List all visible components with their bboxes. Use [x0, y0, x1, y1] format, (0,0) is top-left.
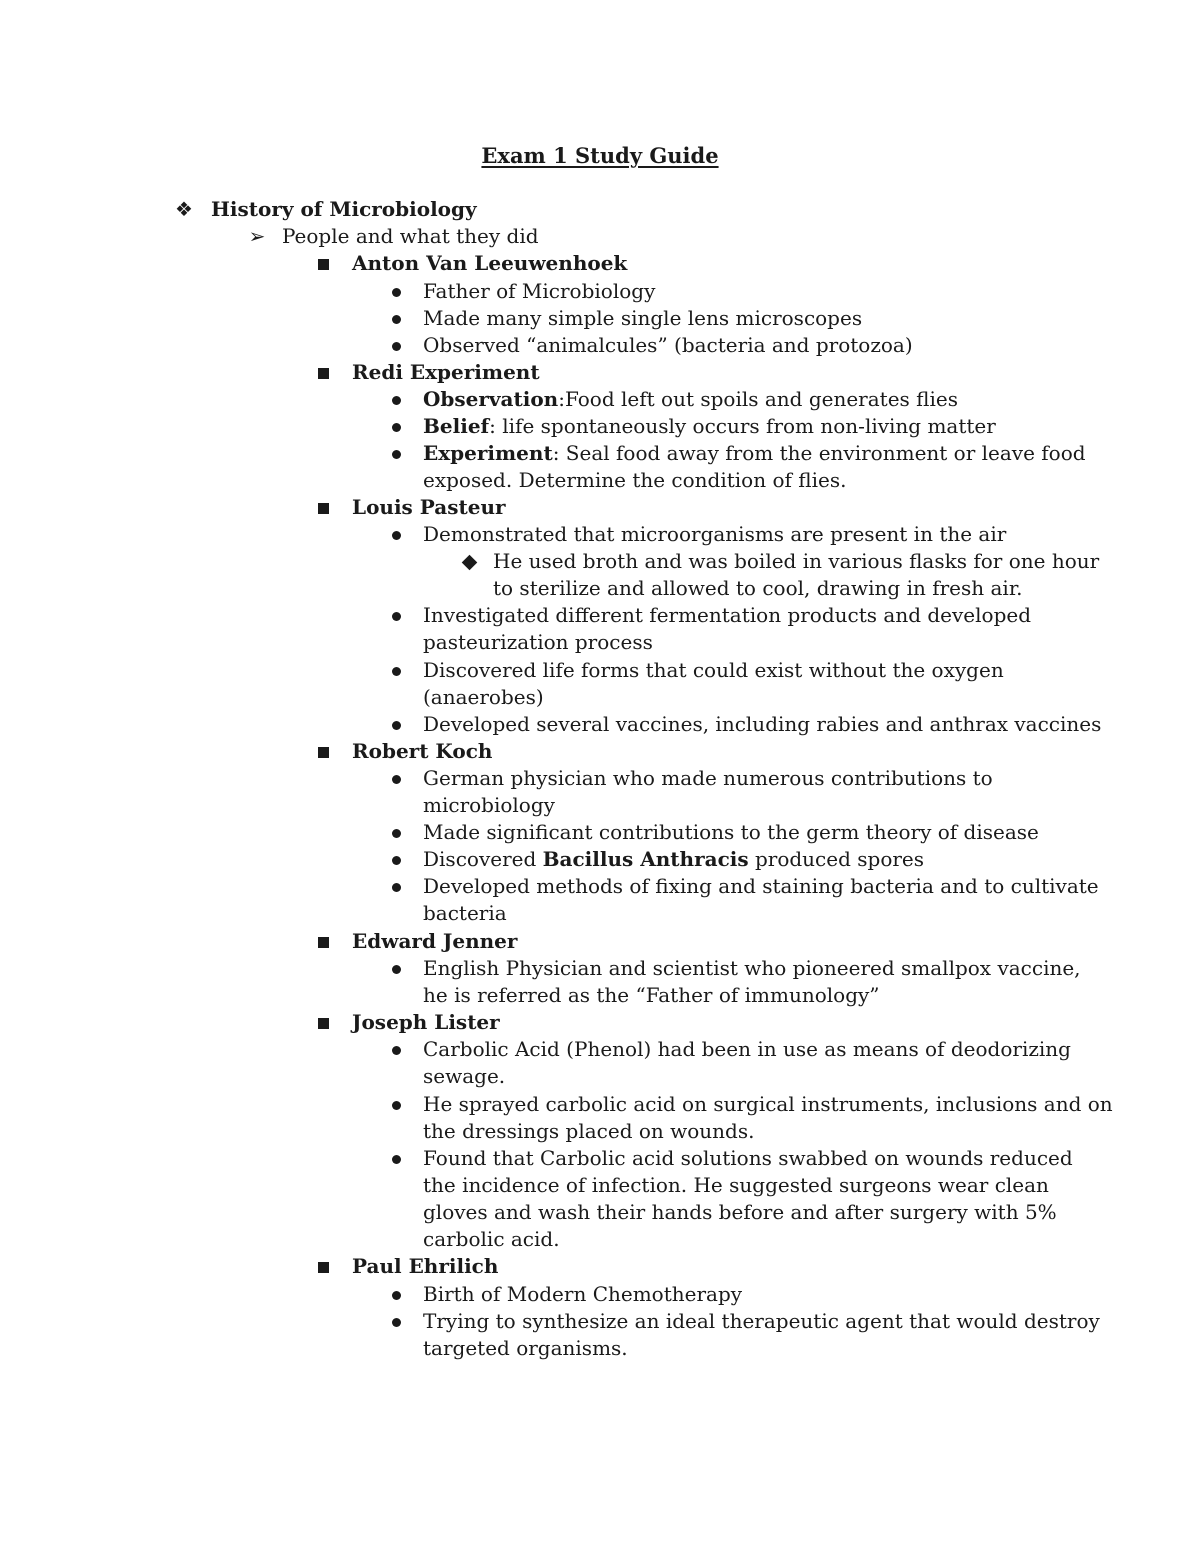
- observation-label: Observation: [423, 387, 559, 411]
- round-bullet-icon: [392, 883, 401, 892]
- list-item-continuation: the dressings placed on wounds.: [423, 1119, 755, 1143]
- list-item-continuation: pasteurization process: [423, 630, 653, 654]
- round-bullet-icon: [392, 829, 401, 838]
- experiment-label: Experiment: [423, 441, 553, 465]
- arrow-bullet-icon: ➢: [248, 224, 266, 248]
- list-item-continuation: exposed. Determine the condition of flies.: [423, 468, 847, 492]
- round-bullet-icon: [392, 965, 401, 974]
- square-bullet-icon: [318, 1018, 329, 1029]
- round-bullet-icon: [392, 1155, 401, 1164]
- round-bullet-icon: [392, 531, 401, 540]
- list-item: He sprayed carbolic acid on surgical instruments, inclusions and on: [423, 1092, 1113, 1116]
- list-item: Made significant contributions to the germ theory of disease: [423, 820, 1039, 844]
- list-item-continuation: targeted organisms.: [423, 1336, 628, 1360]
- list-item-continuation: (anaerobes): [423, 685, 544, 709]
- round-bullet-icon: [392, 1046, 401, 1055]
- bold-term: Bacillus Anthracis: [542, 847, 749, 871]
- round-bullet-icon: [392, 612, 401, 621]
- observation-text: :Food left out spoils and generates flies: [558, 387, 958, 411]
- list-item: Found that Carbolic acid solutions swabbed on wounds reduced: [423, 1146, 1073, 1170]
- text-segment: Discovered: [423, 847, 543, 871]
- subheading: People and what they did: [282, 224, 539, 248]
- list-item: Observed “animalcules” (bacteria and protozoa): [423, 333, 913, 357]
- belief-label: Belief: [423, 414, 490, 438]
- list-item: Developed methods of fixing and staining bacteria and to cultivate: [423, 874, 1099, 898]
- person-name: Paul Ehrilich: [352, 1254, 499, 1278]
- list-item: Developed several vaccines, including rabies and anthrax vaccines: [423, 712, 1102, 736]
- list-item: Birth of Modern Chemotherapy: [423, 1282, 743, 1306]
- list-item-continuation: the incidence of infection. He suggested surgeons wear clean: [423, 1173, 1049, 1197]
- text-segment: produced spores: [748, 847, 925, 871]
- list-item-continuation: sewage.: [423, 1064, 506, 1088]
- list-item-continuation: gloves and wash their hands before and after surgery with 5%: [423, 1200, 1057, 1224]
- list-item: [423, 386, 958, 413]
- square-bullet-icon: [318, 747, 329, 758]
- section-heading: History of Microbiology: [211, 197, 477, 221]
- list-item: Trying to synthesize an ideal therapeutic agent that would destroy: [423, 1309, 1100, 1333]
- round-bullet-icon: [392, 1318, 401, 1327]
- round-bullet-icon: [392, 396, 401, 405]
- round-bullet-icon: [392, 856, 401, 865]
- list-item: Investigated different fermentation products and developed: [423, 603, 1032, 627]
- round-bullet-icon: [392, 288, 401, 297]
- list-item: [423, 846, 924, 873]
- square-bullet-icon: [318, 368, 329, 379]
- square-bullet-icon: [318, 259, 329, 270]
- round-bullet-icon: [392, 315, 401, 324]
- belief-text: : life spontaneously occurs from non-living matter: [489, 414, 996, 438]
- square-bullet-icon: [318, 1262, 329, 1273]
- person-name: Edward Jenner: [352, 929, 518, 953]
- round-bullet-icon: [392, 450, 401, 459]
- list-item: Father of Microbiology: [423, 279, 656, 303]
- round-bullet-icon: [392, 1101, 401, 1110]
- person-name: Robert Koch: [352, 739, 493, 763]
- list-item: Discovered life forms that could exist without the oxygen: [423, 658, 1004, 682]
- round-bullet-icon: [392, 721, 401, 730]
- square-bullet-icon: [318, 503, 329, 514]
- list-item-continuation: bacteria: [423, 901, 507, 925]
- person-name: Joseph Lister: [352, 1010, 500, 1034]
- list-item-continuation: microbiology: [423, 793, 555, 817]
- person-name: Anton Van Leeuwenhoek: [352, 251, 628, 275]
- person-name: Redi Experiment: [352, 360, 540, 384]
- experiment-text: : Seal food away from the environment or leave food: [552, 441, 1086, 465]
- list-item: English Physician and scientist who pioneered smallpox vaccine,: [423, 956, 1081, 980]
- round-bullet-icon: [392, 667, 401, 676]
- page-title: Exam 1 Study Guide: [481, 143, 719, 168]
- diamond-bullet-icon: [462, 555, 478, 571]
- list-item: German physician who made numerous contributions to: [423, 766, 993, 790]
- round-bullet-icon: [392, 342, 401, 351]
- list-item: [423, 413, 996, 440]
- person-name: Louis Pasteur: [352, 495, 506, 519]
- list-item-continuation: carbolic acid.: [423, 1227, 560, 1251]
- square-bullet-icon: [318, 937, 329, 948]
- list-item-continuation: he is referred as the “Father of immunology”: [423, 983, 880, 1007]
- four-diamond-bullet-icon: ❖: [175, 197, 193, 221]
- round-bullet-icon: [392, 775, 401, 784]
- list-item: He used broth and was boiled in various flasks for one hour: [493, 549, 1100, 573]
- list-item-continuation: to sterilize and allowed to cool, drawing in fresh air.: [493, 576, 1023, 600]
- list-item: Carbolic Acid (Phenol) had been in use as means of deodorizing: [423, 1037, 1071, 1061]
- list-item: [423, 440, 1086, 467]
- round-bullet-icon: [392, 423, 401, 432]
- list-item: Demonstrated that microorganisms are present in the air: [423, 522, 1007, 546]
- list-item: Made many simple single lens microscopes: [423, 306, 863, 330]
- round-bullet-icon: [392, 1291, 401, 1300]
